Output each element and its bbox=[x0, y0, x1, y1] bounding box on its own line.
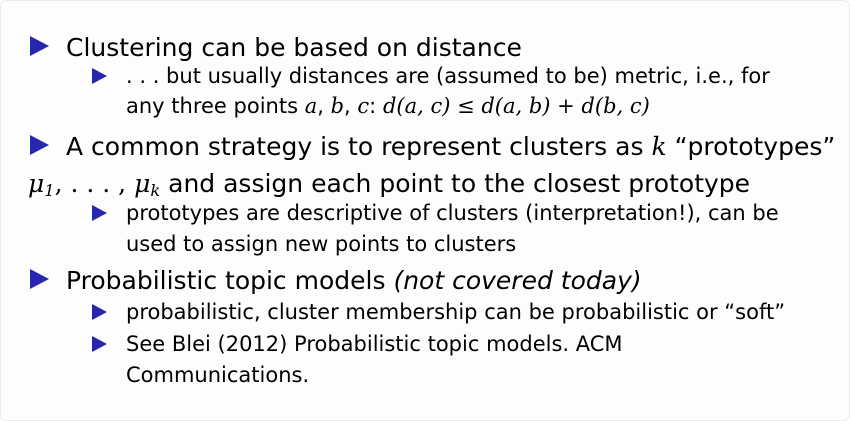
bullet-3-sub-2-line-2: Communications. bbox=[126, 363, 310, 387]
mu-k: $\mu_k$ bbox=[134, 169, 161, 201]
bullet-2-suffix: and assign each point to the closest prototype bbox=[168, 169, 751, 198]
var-c: c bbox=[357, 94, 370, 118]
bullet-2-line-2 bbox=[28, 169, 751, 201]
bullet-triangle-icon bbox=[30, 269, 49, 289]
bullet-3-sub-1: probabilistic, cluster membership can be probabilistic or “soft” bbox=[126, 300, 786, 324]
bullet-1-sub-1-line-1: . . . but usually distances are (assumed to be) metric, i.e., for bbox=[126, 64, 770, 88]
bullet-2-sub-1-line-1: prototypes are descriptive of clusters (interpretation!), can be bbox=[126, 201, 779, 225]
bullet-3-emphasis: (not covered today) bbox=[393, 266, 642, 295]
colon: : bbox=[369, 94, 377, 118]
any-three-points-text: any three points bbox=[126, 94, 299, 118]
sep-1: , bbox=[317, 94, 331, 118]
bullet-triangle-icon bbox=[30, 36, 49, 56]
bullet-1-sub-1-line-2 bbox=[126, 96, 650, 117]
bullet-2-sub-1-line-2: used to assign new points to clusters bbox=[126, 232, 517, 256]
triangle-inequality-formula: d(a, c) ≤ d(a, b) + d(b, c) bbox=[382, 94, 650, 118]
sep-2: , bbox=[344, 94, 358, 118]
bullet-triangle-icon bbox=[30, 135, 49, 155]
bullet-3-sub-2-line-1: See Blei (2012) Probabilistic topic models. ACM bbox=[126, 332, 623, 356]
sub-bullet-triangle-icon bbox=[92, 304, 107, 320]
var-a: a bbox=[304, 94, 318, 118]
bullet-1-text: Clustering can be based on distance bbox=[66, 33, 522, 62]
bullet-2-prototypes: “prototypes” bbox=[674, 132, 836, 161]
sub-bullet-triangle-icon bbox=[92, 336, 107, 352]
mu-1: $\mu_1$ bbox=[28, 169, 55, 201]
var-k: k bbox=[651, 132, 667, 161]
mu-dots: , . . . , bbox=[54, 169, 135, 198]
bullet-2-prefix: A common strategy is to represent clusters as bbox=[66, 132, 644, 161]
sub-bullet-triangle-icon bbox=[92, 205, 107, 221]
bullet-3-text bbox=[66, 268, 642, 293]
var-b: b bbox=[330, 94, 345, 118]
bullet-3-main: Probabilistic topic models bbox=[66, 266, 386, 295]
sub-bullet-triangle-icon bbox=[92, 68, 107, 84]
bullet-2-line-1 bbox=[66, 134, 835, 159]
